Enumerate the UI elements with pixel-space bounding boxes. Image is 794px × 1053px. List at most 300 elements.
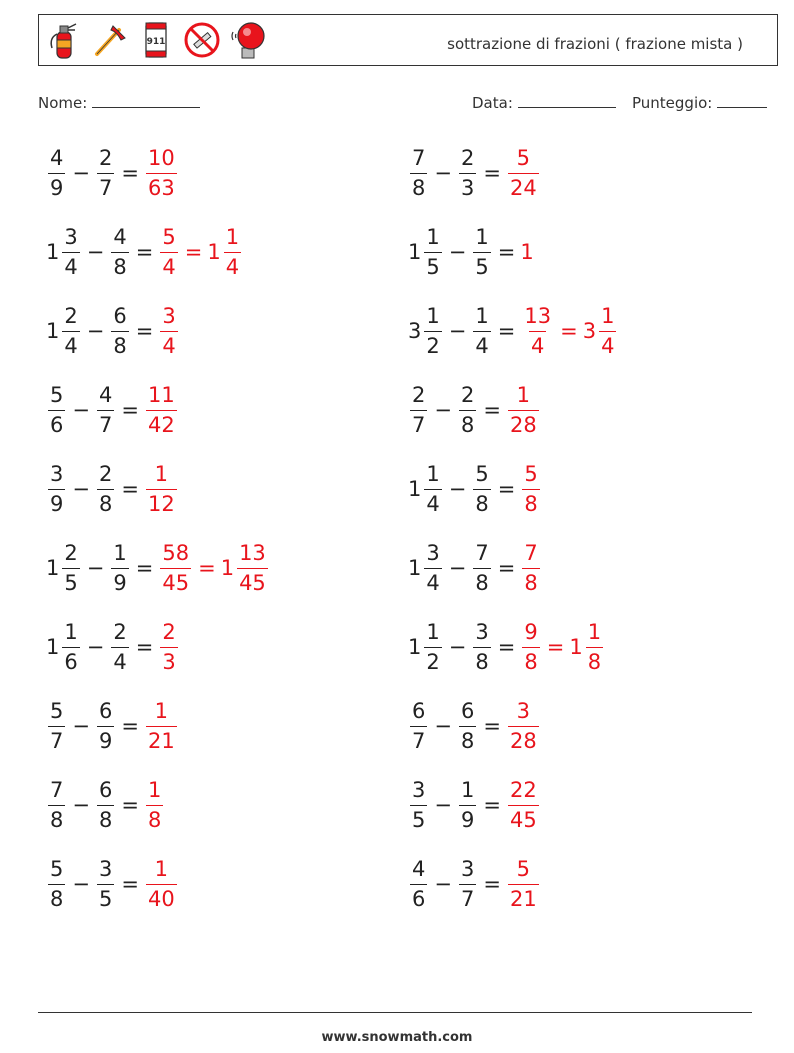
minuend-numerator: 5 <box>50 382 64 407</box>
subtrahend-numerator: 1 <box>113 540 127 565</box>
problem-item <box>46 615 180 679</box>
minus-sign: − <box>434 398 452 422</box>
subtrahend-numerator: 4 <box>113 224 127 249</box>
answer <box>144 699 179 754</box>
answer-fraction <box>160 304 177 359</box>
problem-item <box>46 141 179 205</box>
equals-sign: = <box>135 319 154 343</box>
subtrahend-denominator: 9 <box>111 568 128 596</box>
problem-item <box>46 299 180 363</box>
answer-fraction <box>160 225 177 280</box>
problem-item <box>46 773 165 837</box>
minuend-whole: 1 <box>46 240 60 264</box>
answer <box>506 699 541 754</box>
problem-item <box>408 299 618 363</box>
minuend-numerator: 1 <box>426 303 440 328</box>
answer-numerator: 11 <box>147 382 175 407</box>
answer-numerator: 22 <box>509 777 537 802</box>
footer-url: www.snowmath.com <box>321 1030 473 1045</box>
answer-numerator: 5 <box>162 224 176 249</box>
mixed-answer-denominator: 8 <box>586 647 603 675</box>
answer <box>144 383 179 438</box>
answer-equals-sign: = <box>184 240 203 264</box>
equals-sign: = <box>135 556 154 580</box>
subtrahend-denominator: 8 <box>111 252 128 280</box>
equals-sign: = <box>483 161 501 185</box>
answer-denominator: 8 <box>522 568 539 596</box>
minuend-fraction <box>410 146 427 201</box>
minuend-denominator: 6 <box>48 410 65 438</box>
answer <box>520 304 618 359</box>
subtrahend-denominator: 4 <box>473 331 490 359</box>
answer <box>506 146 541 201</box>
minus-sign: − <box>448 477 467 501</box>
problem-item <box>46 852 179 916</box>
answer-fraction <box>160 620 177 675</box>
mixed-answer-numerator: 1 <box>587 619 602 644</box>
answer-numerator: 1 <box>154 698 169 723</box>
subtrahend-denominator: 8 <box>473 489 490 517</box>
answer-fraction <box>146 462 177 517</box>
minuend-fraction <box>410 383 427 438</box>
answer-numerator: 5 <box>516 145 531 170</box>
answer-fraction <box>146 857 177 912</box>
minuend-fraction <box>424 462 441 517</box>
problem-item <box>46 536 270 600</box>
answer-fraction <box>508 146 539 201</box>
answer <box>158 541 269 596</box>
worksheet-title: sottrazione di frazioni ( frazione mista ) <box>447 35 743 53</box>
minus-sign: − <box>448 635 467 659</box>
equals-sign: = <box>497 477 516 501</box>
subtrahend-fraction <box>97 462 114 517</box>
answer-denominator: 45 <box>160 568 191 596</box>
subtrahend-numerator: 1 <box>475 224 489 249</box>
minuend-denominator: 4 <box>424 568 441 596</box>
minuend-fraction <box>410 778 427 833</box>
name-field[interactable] <box>38 93 200 112</box>
subtrahend-numerator: 6 <box>98 777 113 802</box>
answer-whole: 1 <box>520 240 534 264</box>
minus-sign: − <box>434 872 452 896</box>
subtrahend-fraction <box>111 541 128 596</box>
equals-sign: = <box>483 714 501 738</box>
minuend-whole: 1 <box>408 556 422 580</box>
subtrahend-numerator: 4 <box>98 382 113 407</box>
equals-sign: = <box>121 872 139 896</box>
answer-numerator: 1 <box>154 461 169 486</box>
no-smoking-icon <box>183 20 221 60</box>
minus-sign: − <box>72 714 90 738</box>
minus-sign: − <box>434 161 452 185</box>
date-blank[interactable] <box>518 93 616 108</box>
subtrahend-numerator: 6 <box>113 303 127 328</box>
answer-denominator: 3 <box>160 647 177 675</box>
answer <box>520 620 605 675</box>
mixed-answer-fraction <box>586 620 603 675</box>
fire-extinguisher-icon <box>45 20 83 60</box>
mixed-answer-numerator: 1 <box>225 224 240 249</box>
name-label: Nome: <box>38 94 88 112</box>
answer-denominator: 8 <box>146 805 163 833</box>
minus-sign: − <box>448 319 467 343</box>
subtrahend-numerator: 3 <box>460 856 475 881</box>
mixed-answer-whole: 1 <box>220 556 235 580</box>
subtrahend-fraction <box>459 857 476 912</box>
answer-denominator: 45 <box>508 805 539 833</box>
minuend-fraction <box>62 541 79 596</box>
minuend-fraction <box>410 857 427 912</box>
answer <box>144 857 179 912</box>
minuend-fraction <box>424 225 441 280</box>
mixed-answer-whole: 3 <box>582 319 597 343</box>
answer-denominator: 4 <box>160 252 177 280</box>
fire-axe-icon <box>91 20 129 60</box>
subtrahend-fraction <box>111 304 128 359</box>
minus-sign: − <box>86 319 105 343</box>
subtrahend-fraction <box>459 778 476 833</box>
equals-sign: = <box>121 793 139 817</box>
equals-sign: = <box>121 714 139 738</box>
problem-item <box>46 457 179 521</box>
mixed-answer-denominator: 4 <box>599 331 616 359</box>
answer <box>144 146 179 201</box>
subtrahend-fraction <box>111 620 128 675</box>
problem-item <box>46 694 179 758</box>
answer-fraction <box>522 541 539 596</box>
subtrahend-numerator: 1 <box>460 777 475 802</box>
answer-fraction <box>508 383 539 438</box>
answer <box>520 462 541 517</box>
answer <box>506 857 541 912</box>
answer <box>506 383 541 438</box>
minus-sign: − <box>434 714 452 738</box>
answer-numerator: 5 <box>524 461 538 486</box>
minuend-numerator: 2 <box>64 303 78 328</box>
equals-sign: = <box>497 319 516 343</box>
name-blank[interactable] <box>92 93 200 108</box>
answer-fraction <box>522 304 553 359</box>
minuend-whole: 1 <box>408 477 422 501</box>
answer-equals-sign: = <box>560 319 578 343</box>
minus-sign: − <box>86 556 105 580</box>
minuend-numerator: 2 <box>64 540 78 565</box>
date-label: Data: <box>472 94 513 112</box>
answer-denominator: 8 <box>522 647 539 675</box>
equals-sign: = <box>121 477 139 501</box>
answer <box>144 462 179 517</box>
minuend-numerator: 3 <box>50 461 64 486</box>
minuend-whole: 1 <box>46 635 60 659</box>
minuend-fraction <box>48 857 65 912</box>
equals-sign: = <box>497 240 516 264</box>
minuend-fraction <box>62 304 79 359</box>
minuend-numerator: 6 <box>412 698 426 723</box>
minuend-denominator: 6 <box>410 884 427 912</box>
minuend-numerator: 7 <box>412 145 426 170</box>
minuend-denominator: 2 <box>424 647 441 675</box>
equals-sign: = <box>483 872 501 896</box>
answer-denominator: 4 <box>160 331 177 359</box>
answer-fraction <box>522 462 539 517</box>
minuend-fraction <box>48 778 65 833</box>
minuend-whole: 1 <box>46 319 60 343</box>
score-blank[interactable] <box>717 93 767 108</box>
answer-numerator: 3 <box>162 303 176 328</box>
subtrahend-numerator: 3 <box>475 619 489 644</box>
problem-item <box>408 773 541 837</box>
answer-numerator: 10 <box>147 145 175 170</box>
header-icons <box>45 20 267 60</box>
problem-item <box>408 536 542 600</box>
subtrahend-numerator: 6 <box>98 698 113 723</box>
minuend-denominator: 7 <box>410 410 427 438</box>
subtrahend-numerator: 6 <box>460 698 475 723</box>
mixed-answer-fraction <box>599 304 616 359</box>
answer-numerator: 1 <box>154 856 169 881</box>
answer-fraction <box>508 857 539 912</box>
answer <box>158 304 179 359</box>
minuend-denominator: 5 <box>424 252 441 280</box>
minuend-denominator: 6 <box>62 647 79 675</box>
subtrahend-numerator: 5 <box>475 461 489 486</box>
minuend-numerator: 1 <box>426 224 440 249</box>
equals-sign: = <box>483 793 501 817</box>
minuend-numerator: 1 <box>426 619 440 644</box>
minuend-denominator: 5 <box>410 805 427 833</box>
minuend-numerator: 4 <box>412 856 426 881</box>
answer-denominator: 4 <box>529 331 546 359</box>
subtrahend-numerator: 1 <box>475 303 489 328</box>
minuend-numerator: 5 <box>50 856 64 881</box>
problem-item <box>408 378 541 442</box>
minus-sign: − <box>72 793 90 817</box>
minuend-numerator: 3 <box>64 224 78 249</box>
equals-sign: = <box>121 398 139 422</box>
answer-fraction <box>146 383 177 438</box>
minuend-fraction <box>48 383 65 438</box>
answer-denominator: 8 <box>522 489 539 517</box>
problem-item <box>46 378 179 442</box>
equals-sign: = <box>121 161 139 185</box>
mixed-answer-fraction <box>224 225 241 280</box>
subtrahend-denominator: 7 <box>97 410 114 438</box>
subtrahend-denominator: 7 <box>459 884 476 912</box>
minuend-fraction <box>48 462 65 517</box>
subtrahend-fraction <box>459 383 476 438</box>
subtrahend-fraction <box>97 857 114 912</box>
answer-fraction <box>146 778 163 833</box>
answer-denominator: 21 <box>508 884 539 912</box>
answer-denominator: 12 <box>146 489 177 517</box>
subtrahend-denominator: 8 <box>459 410 476 438</box>
subtrahend-fraction <box>459 146 476 201</box>
minuend-numerator: 7 <box>50 777 64 802</box>
footer-divider <box>38 1012 752 1013</box>
subtrahend-numerator: 7 <box>475 540 489 565</box>
answer <box>144 778 165 833</box>
minuend-fraction <box>48 699 65 754</box>
minuend-denominator: 4 <box>424 489 441 517</box>
answer-denominator: 42 <box>146 410 177 438</box>
subtrahend-fraction <box>473 304 490 359</box>
problem-item <box>408 694 541 758</box>
answer-denominator: 28 <box>508 410 539 438</box>
mixed-answer-denominator: 4 <box>224 252 241 280</box>
answer <box>158 620 179 675</box>
score-label: Punteggio: <box>632 94 713 112</box>
minus-sign: − <box>72 477 90 501</box>
answer-fraction <box>160 541 191 596</box>
minuend-numerator: 5 <box>50 698 64 723</box>
minuend-denominator: 9 <box>48 489 65 517</box>
subtrahend-denominator: 8 <box>473 647 490 675</box>
minus-sign: − <box>72 872 90 896</box>
mixed-answer-fraction <box>237 541 268 596</box>
minuend-denominator: 5 <box>62 568 79 596</box>
subtrahend-numerator: 2 <box>98 145 113 170</box>
answer-numerator: 2 <box>162 619 176 644</box>
subtrahend-denominator: 9 <box>459 805 476 833</box>
minuend-numerator: 3 <box>412 777 426 802</box>
subtrahend-denominator: 4 <box>111 647 128 675</box>
answer-fraction <box>146 146 177 201</box>
subtrahend-numerator: 2 <box>460 145 475 170</box>
subtrahend-denominator: 3 <box>459 173 476 201</box>
answer <box>158 225 243 280</box>
subtrahend-fraction <box>473 620 490 675</box>
mixed-answer-numerator: 1 <box>601 303 615 328</box>
problem-item <box>408 457 542 521</box>
answer-numerator: 5 <box>516 856 531 881</box>
minuend-whole: 1 <box>46 556 60 580</box>
minuend-fraction <box>424 304 441 359</box>
answer-equals-sign: = <box>198 556 216 580</box>
date-field[interactable] <box>472 93 616 112</box>
minuend-numerator: 4 <box>50 145 64 170</box>
answer <box>506 778 541 833</box>
equals-sign: = <box>497 635 516 659</box>
subtrahend-denominator: 8 <box>459 726 476 754</box>
minuend-denominator: 7 <box>48 726 65 754</box>
answer-denominator: 24 <box>508 173 539 201</box>
subtrahend-denominator: 9 <box>97 726 114 754</box>
equals-sign: = <box>483 398 501 422</box>
subtrahend-fraction <box>97 146 114 201</box>
answer-numerator: 7 <box>524 540 538 565</box>
answer-fraction <box>508 699 539 754</box>
answer-equals-sign: = <box>546 635 565 659</box>
answer-numerator: 1 <box>147 777 162 802</box>
phone-911-icon <box>137 20 175 60</box>
minuend-denominator: 8 <box>48 805 65 833</box>
subtrahend-fraction <box>111 225 128 280</box>
subtrahend-numerator: 3 <box>98 856 113 881</box>
minus-sign: − <box>72 398 90 422</box>
answer-denominator: 40 <box>146 884 177 912</box>
mixed-answer-whole: 1 <box>207 240 221 264</box>
minuend-denominator: 4 <box>62 331 79 359</box>
subtrahend-numerator: 2 <box>113 619 127 644</box>
answer-numerator: 13 <box>524 303 552 328</box>
minuend-numerator: 1 <box>64 619 78 644</box>
subtrahend-fraction <box>97 778 114 833</box>
subtrahend-fraction <box>97 699 114 754</box>
problem-item <box>408 220 535 284</box>
minus-sign: − <box>86 240 105 264</box>
answer-fraction <box>146 699 177 754</box>
answer-numerator: 58 <box>162 540 190 565</box>
minuend-fraction <box>62 225 79 280</box>
minuend-denominator: 7 <box>410 726 427 754</box>
minuend-whole: 1 <box>408 240 422 264</box>
minuend-numerator: 1 <box>426 461 440 486</box>
minuend-fraction <box>410 699 427 754</box>
minuend-whole: 1 <box>408 635 422 659</box>
minuend-fraction <box>424 620 441 675</box>
minuend-fraction <box>424 541 441 596</box>
answer-denominator: 28 <box>508 726 539 754</box>
subtrahend-denominator: 5 <box>473 252 490 280</box>
mixed-answer-numerator: 13 <box>239 540 266 565</box>
minuend-numerator: 3 <box>426 540 440 565</box>
minus-sign: − <box>448 556 467 580</box>
minuend-denominator: 4 <box>62 252 79 280</box>
minuend-denominator: 8 <box>410 173 427 201</box>
minuend-whole: 3 <box>408 319 422 343</box>
subtrahend-fraction <box>97 383 114 438</box>
mixed-answer-denominator: 45 <box>237 568 268 596</box>
score-field[interactable] <box>632 93 767 112</box>
answer-denominator: 21 <box>146 726 177 754</box>
subtrahend-denominator: 8 <box>111 331 128 359</box>
minus-sign: − <box>86 635 105 659</box>
answer <box>520 541 541 596</box>
problem-item <box>408 141 541 205</box>
subtrahend-fraction <box>473 225 490 280</box>
minuend-denominator: 8 <box>48 884 65 912</box>
phone-911-label: 911 <box>146 37 166 47</box>
fire-alarm-bell-icon <box>229 20 267 60</box>
problem-item <box>408 852 541 916</box>
worksheet-header <box>38 14 778 66</box>
subtrahend-denominator: 8 <box>97 489 114 517</box>
minuend-denominator: 2 <box>424 331 441 359</box>
problem-item <box>46 220 243 284</box>
answer <box>520 240 534 264</box>
subtrahend-denominator: 8 <box>473 568 490 596</box>
minuend-fraction <box>48 146 65 201</box>
answer-numerator: 9 <box>524 619 538 644</box>
problem-item <box>408 615 605 679</box>
minus-sign: − <box>448 240 467 264</box>
subtrahend-numerator: 2 <box>460 382 475 407</box>
minus-sign: − <box>434 793 452 817</box>
equals-sign: = <box>135 635 154 659</box>
subtrahend-denominator: 5 <box>97 884 114 912</box>
answer-denominator: 63 <box>146 173 177 201</box>
answer-fraction <box>508 778 539 833</box>
minuend-fraction <box>62 620 79 675</box>
subtrahend-fraction <box>459 699 476 754</box>
equals-sign: = <box>497 556 516 580</box>
answer-numerator: 1 <box>516 382 531 407</box>
minuend-numerator: 2 <box>412 382 426 407</box>
subtrahend-fraction <box>473 541 490 596</box>
subtrahend-denominator: 8 <box>97 805 114 833</box>
answer-numerator: 3 <box>516 698 531 723</box>
minus-sign: − <box>72 161 90 185</box>
